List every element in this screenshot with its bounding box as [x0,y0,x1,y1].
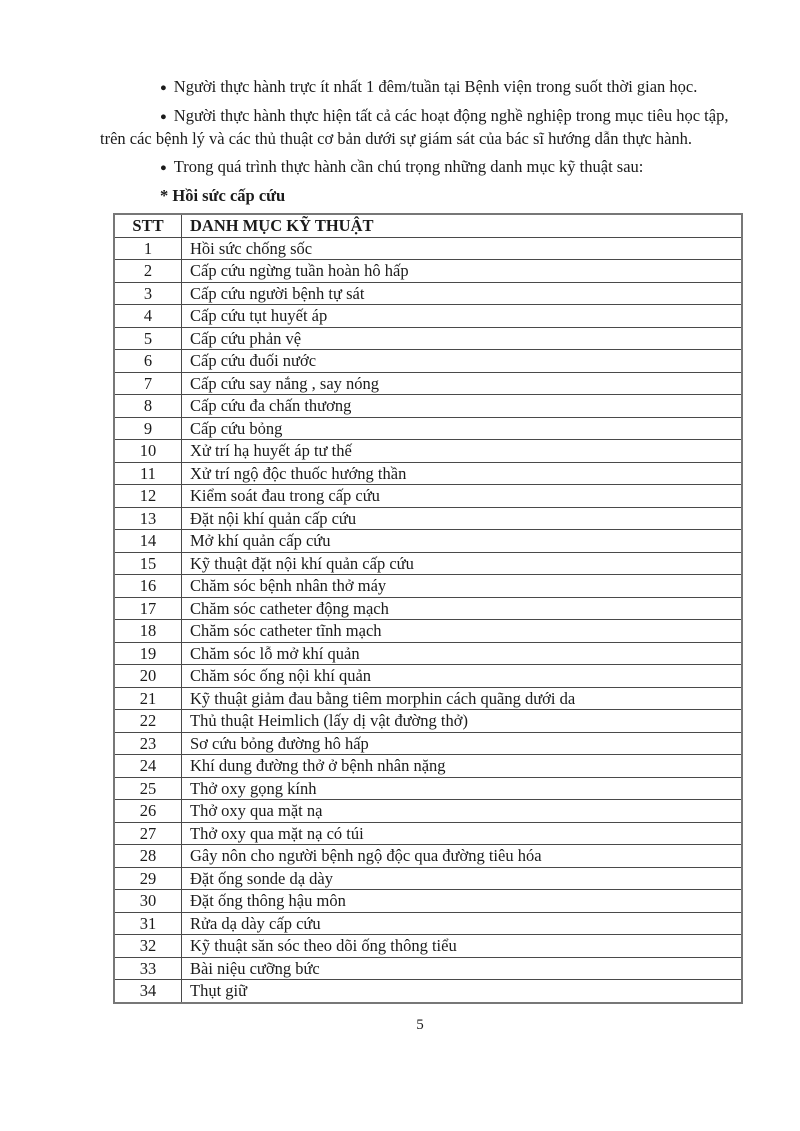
row-technique-cell: Thụt giữ [182,980,743,1003]
table-row [114,710,742,733]
row-technique-cell: Kỹ thuật đặt nội khí quản cấp cứu [182,552,743,575]
row-technique-cell: Chăm sóc catheter động mạch [182,597,743,620]
table-row [114,552,742,575]
row-number-cell: 5 [114,327,182,350]
row-technique-cell: Chăm sóc ống nội khí quản [182,665,743,688]
table-row [114,327,742,350]
table-row [114,530,742,553]
row-number-cell: 19 [114,642,182,665]
row-number-cell: 14 [114,530,182,553]
paragraph-text: Trong quá trình thực hành cần chú trọng những danh mục kỹ thuật sau: [173,157,644,176]
table-row [114,440,742,463]
row-technique-cell: Đặt ống thông hậu môn [182,890,743,913]
row-technique-cell: Thủ thuật Heimlich (lấy dị vật đường thở) [182,710,743,733]
row-technique-cell: Đặt ống sonde dạ dày [182,867,743,890]
table-row [114,642,742,665]
table-header-row [114,214,742,237]
bullet-icon: ● [160,162,167,174]
row-number-cell: 33 [114,957,182,980]
row-technique-cell: Kỹ thuật giảm đau bằng tiêm morphin cách quãng dưới da [182,687,743,710]
table-row [114,260,742,283]
row-technique-cell: Sơ cứu bỏng đường hô hấp [182,732,743,755]
row-technique-cell: Kiểm soát đau trong cấp cứu [182,485,743,508]
table-row [114,777,742,800]
row-number-cell: 28 [114,845,182,868]
row-number-cell: 4 [114,305,182,328]
bullet-paragraph-1 [100,76,734,99]
table-row [114,507,742,530]
row-technique-cell: Bài niệu cưỡng bức [182,957,743,980]
row-number-cell: 26 [114,800,182,823]
row-number-cell: 17 [114,597,182,620]
row-technique-cell: Xử trí ngộ độc thuốc hướng thần [182,462,743,485]
bullet-icon: ● [160,82,167,94]
table-row [114,485,742,508]
row-technique-cell: Rửa dạ dày cấp cứu [182,912,743,935]
row-number-cell: 34 [114,980,182,1003]
row-number-cell: 1 [114,237,182,260]
row-technique-cell: Cấp cứu tụt huyết áp [182,305,743,328]
row-technique-cell: Cấp cứu người bệnh tự sát [182,282,743,305]
header-cell-stt: STT [114,214,182,237]
table-row [114,980,742,1003]
row-technique-cell: Đặt nội khí quản cấp cứu [182,507,743,530]
row-technique-cell: Xử trí hạ huyết áp tư thế [182,440,743,463]
table-row [114,620,742,643]
table-row [114,935,742,958]
row-number-cell: 16 [114,575,182,598]
row-number-cell: 31 [114,912,182,935]
row-number-cell: 20 [114,665,182,688]
row-number-cell: 25 [114,777,182,800]
row-number-cell: 15 [114,552,182,575]
row-number-cell: 24 [114,755,182,778]
table-row [114,462,742,485]
table-row [114,305,742,328]
row-technique-cell: Hồi sức chống sốc [182,237,743,260]
row-number-cell: 12 [114,485,182,508]
intro-paragraphs [100,76,734,179]
row-number-cell: 13 [114,507,182,530]
row-technique-cell: Mở khí quản cấp cứu [182,530,743,553]
row-number-cell: 30 [114,890,182,913]
table-row [114,665,742,688]
table-row [114,912,742,935]
row-technique-cell: Cấp cứu say nắng , say nóng [182,372,743,395]
table-row [114,372,742,395]
row-technique-cell: Chăm sóc bệnh nhân thở máy [182,575,743,598]
row-number-cell: 32 [114,935,182,958]
row-technique-cell: Chăm sóc lỗ mở khí quản [182,642,743,665]
page-footer [100,1015,740,1035]
row-number-cell: 18 [114,620,182,643]
row-number-cell: 9 [114,417,182,440]
row-technique-cell: Thở oxy qua mặt nạ có túi [182,822,743,845]
table-row [114,350,742,373]
row-number-cell: 27 [114,822,182,845]
row-technique-cell: Cấp cứu ngừng tuần hoàn hô hấp [182,260,743,283]
bullet-paragraph-2 [100,105,734,150]
row-technique-cell: Gây nôn cho người bệnh ngộ độc qua đường tiêu hóa [182,845,743,868]
row-number-cell: 11 [114,462,182,485]
row-number-cell: 22 [114,710,182,733]
table-row [114,732,742,755]
paragraph-text: Người thực hành trực ít nhất 1 đêm/tuần tại Bệnh viện trong suốt thời gian học. [173,77,698,96]
table-row [114,957,742,980]
row-technique-cell: Chăm sóc catheter tĩnh mạch [182,620,743,643]
section-heading: * Hồi sức cấp cứu [160,186,286,205]
bullet-paragraph-3 [100,156,734,179]
table-row [114,867,742,890]
technique-table [113,213,743,1004]
row-number-cell: 3 [114,282,182,305]
table-row [114,822,742,845]
table-row [114,282,742,305]
table-row [114,800,742,823]
table-row [114,597,742,620]
paragraph-text: Người thực hành thực hiện tất cả các hoạt động nghề nghiệp trong mục tiêu học tập, trên các bệnh lý và các thủ thuật cơ bản dưới sự giám sát của bác sĩ hướng dẫn thực hành. [100,106,729,148]
table-body [114,237,742,1003]
table-row [114,417,742,440]
row-number-cell: 8 [114,395,182,418]
table-row [114,575,742,598]
row-technique-cell: Kỹ thuật săn sóc theo dõi ống thông tiểu [182,935,743,958]
row-number-cell: 21 [114,687,182,710]
row-technique-cell: Cấp cứu bỏng [182,417,743,440]
row-technique-cell: Khí dung đường thở ở bệnh nhân nặng [182,755,743,778]
row-technique-cell: Thở oxy gọng kính [182,777,743,800]
page-number: 5 [416,1016,424,1033]
table-row [114,395,742,418]
table-row [114,845,742,868]
header-cell-technique: DANH MỤC KỸ THUẬT [182,214,743,237]
row-technique-cell: Cấp cứu đuối nước [182,350,743,373]
row-number-cell: 2 [114,260,182,283]
row-number-cell: 6 [114,350,182,373]
bullet-icon: ● [160,111,167,123]
table-row [114,755,742,778]
row-technique-cell: Thở oxy qua mặt nạ [182,800,743,823]
row-number-cell: 10 [114,440,182,463]
row-number-cell: 29 [114,867,182,890]
table-row [114,890,742,913]
table-row [114,237,742,260]
row-number-cell: 7 [114,372,182,395]
table-head [114,214,742,237]
table-row [114,687,742,710]
row-number-cell: 23 [114,732,182,755]
row-technique-cell: Cấp cứu đa chấn thương [182,395,743,418]
row-technique-cell: Cấp cứu phản vệ [182,327,743,350]
